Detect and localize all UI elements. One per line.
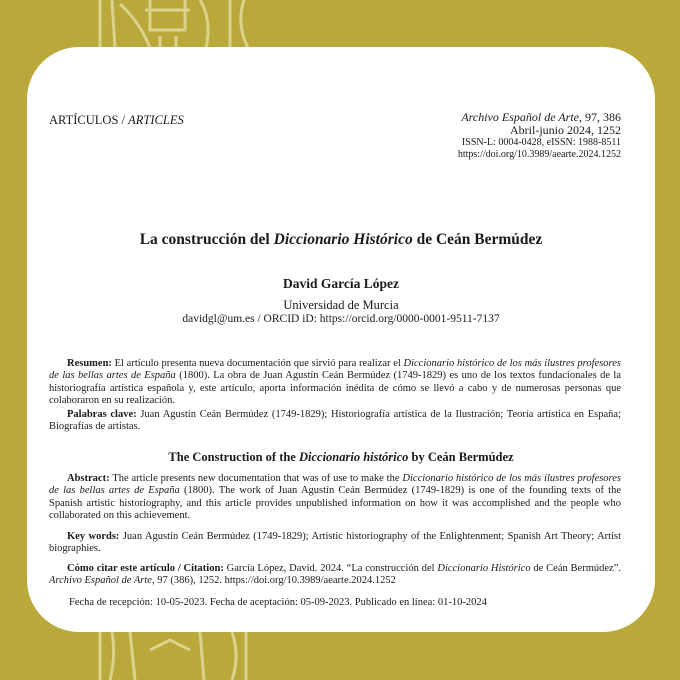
article-title: La construcción del Diccionario Histórico de Ceán Bermúdez <box>139 231 543 248</box>
issn-line: ISSN-L: 0004-0428, eISSN: 1988-8511 <box>461 137 621 148</box>
keywords-paragraph: Key words: Juan Agustín Ceán Bermúdez (1749-1829); Artistic historiography of the Enlightenment; Spanish Art Theory; Artist biographies. <box>49 531 621 555</box>
author-contact[interactable]: davidgl@um.es / ORCID iD: https://orcid.org/0000-0001-9511-7137 <box>182 313 500 325</box>
citation-paragraph: Cómo citar este artículo / Citation: García López, David. 2024. “La construcción del Diccionario Histórico de Ceán Bermúdez”. Archivo Español de Arte, 97 (386), 1252. https://doi.org/10.3989/aearte.2024.1252 <box>49 563 621 587</box>
palabras-clave-paragraph: Palabras clave: Juan Agustín Ceán Bermúdez (1749-1829); Historiografía artística de la Ilustración; Teoría artística en España; Biografías de artistas. <box>49 409 621 433</box>
abstract-paragraph: Abstract: The article presents new documentation that was of use to make the Diccionario histórico de los más ilustres profesores de las bellas artes de España (1800). The work of Juan Agustín Ceán Bermúdez (1749-1829) is one of the founding texts of the Spanish artistic historiography, and this article provides unpublished information on how it was accomplished and the people who collaborated on this achievement. <box>49 473 622 521</box>
author-affiliation: Universidad de Murcia <box>283 298 399 312</box>
publication-dates: Fecha de recepción: 10-05-2023. Fecha de aceptación: 05-09-2023. Publicado en línea: 01-10-2024 <box>69 597 487 608</box>
section-label: ARTÍCULOS / ARTICLES <box>49 113 184 127</box>
author-name: David García López <box>283 276 399 291</box>
doi-link[interactable]: https://doi.org/10.3989/aearte.2024.1252 <box>457 149 621 160</box>
journal-info <box>458 111 621 161</box>
english-title: The Construction of the Diccionario histórico by Ceán Bermúdez <box>168 450 514 464</box>
issue-line: Abril-junio 2024, 1252 <box>510 123 621 137</box>
resumen-paragraph: Resumen: El artículo presenta nueva documentación que sirvió para realizar el Diccionario histórico de los más ilustres profesores de las bellas artes de España (1800). La obra de Juan Agustín Ceán Bermúdez (1749-1829) es uno de los textos fundacionales de la historiografía artística española y, este artículo, aporta información inédita de cómo se llevó a cabo y de numerosas personas que colaboraron en su realización. <box>49 358 621 406</box>
journal-citation: Archivo Español de Arte, 97, 386 <box>461 110 621 124</box>
article-page <box>27 47 655 632</box>
